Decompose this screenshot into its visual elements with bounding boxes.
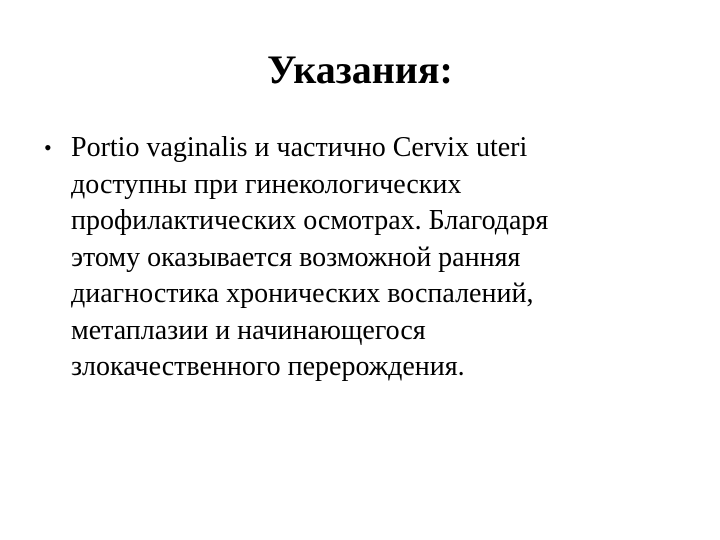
bullet-text-line: доступны при гинекологических — [71, 168, 462, 200]
bullet-list — [44, 130, 684, 386]
bullet-item — [44, 130, 684, 386]
bullet-text-line: Portio vaginalis и частично Cervix uteri — [71, 132, 528, 163]
bullet-text-line: злокачественного перерождения. — [71, 351, 465, 382]
slide-title: Указания: — [267, 47, 453, 92]
bullet-text-line: профилактических осмотрах. Благодаря — [71, 205, 549, 236]
bullet-text-line: диагностика хронических воспалений, — [71, 278, 534, 309]
bullet-dot-icon: • — [44, 135, 52, 160]
bullet-text-line: метаплазии и начинающегося — [71, 314, 426, 346]
bullet-text-line: этому оказывается возможной ранняя — [71, 241, 521, 273]
